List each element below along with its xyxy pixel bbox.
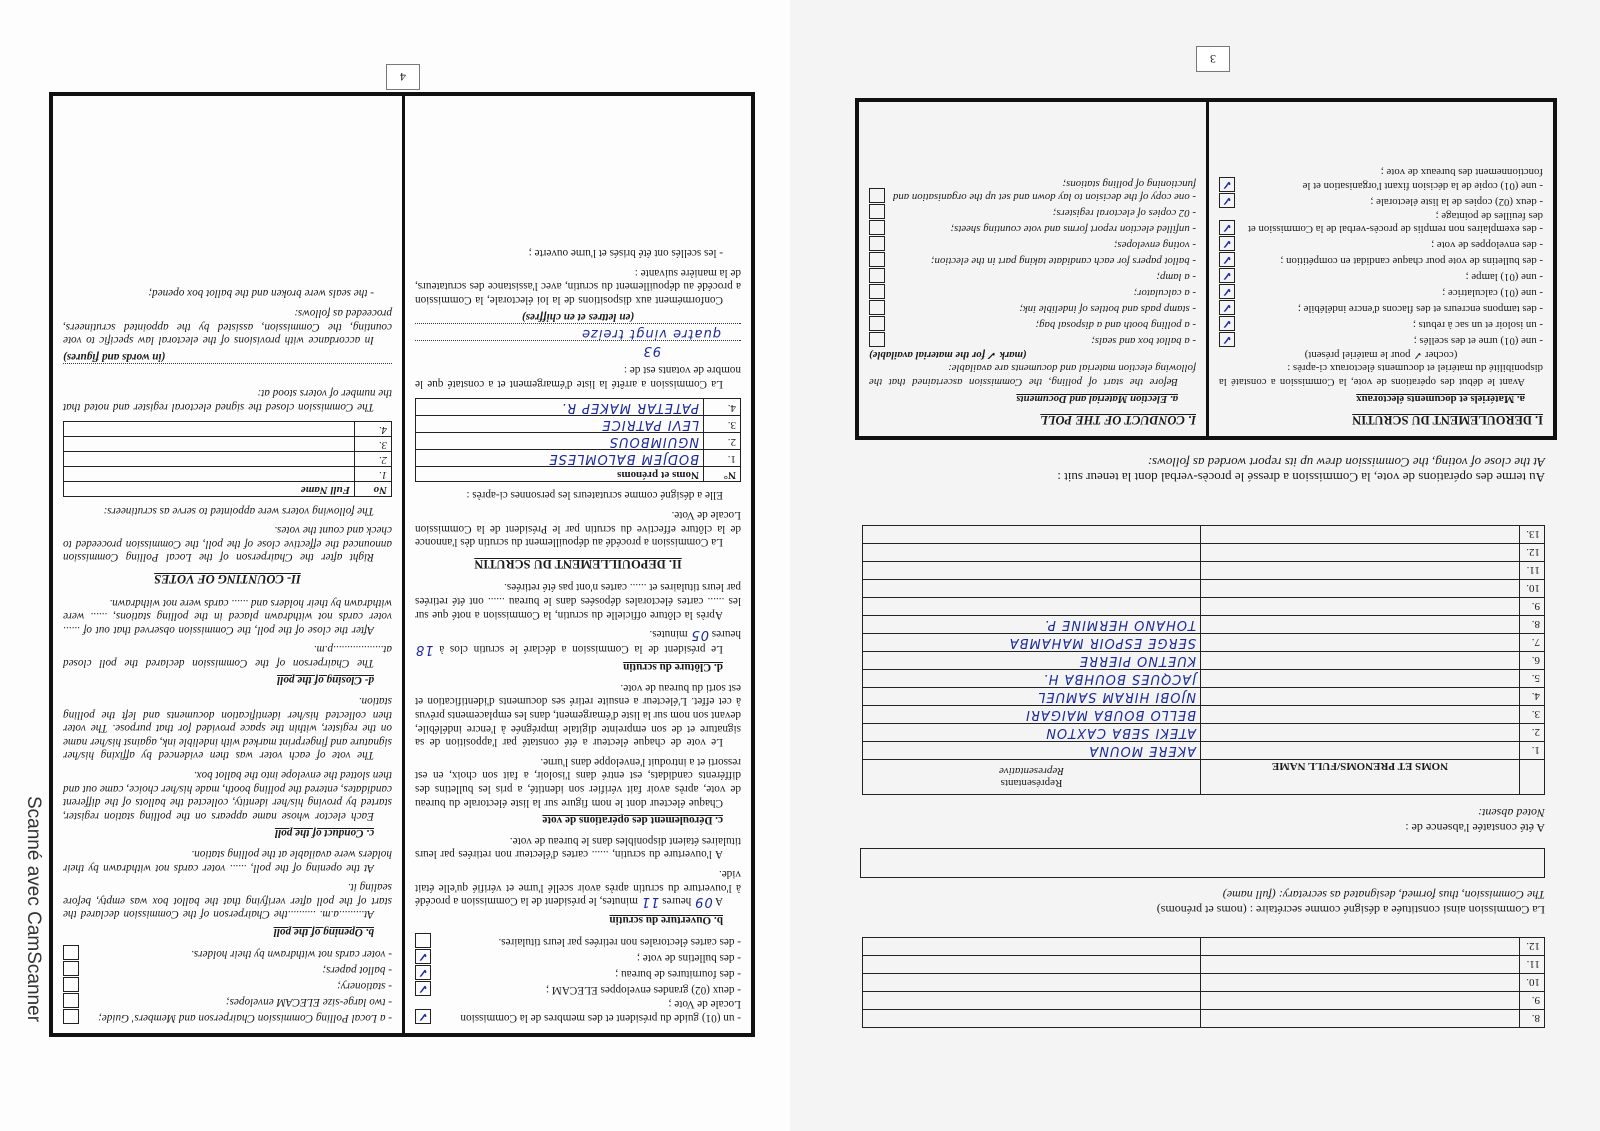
text: minutes. — [649, 628, 691, 641]
table-row — [863, 938, 1545, 956]
head-en: Representative — [999, 765, 1064, 777]
representative-name: TOHANO HERMINE P. — [863, 616, 1201, 634]
report-en: At the close of voting, the Commission drew up its report worded as follows: — [1147, 455, 1545, 470]
checklist-item — [1219, 193, 1543, 208]
checklist-item — [63, 961, 392, 976]
name-cell — [1201, 562, 1520, 580]
checkbox[interactable] — [869, 284, 885, 299]
subsection-title: a. Matériels et documents électoraux — [1356, 392, 1525, 405]
name-cell — [1201, 652, 1520, 670]
checkbox[interactable]: ✓ — [415, 1009, 431, 1024]
checklist-item — [1219, 300, 1543, 315]
page-number: 3 — [1196, 46, 1230, 72]
checklist-label: - stamp pads and bottles of indelible ink; — [1019, 302, 1196, 315]
paragraph: At.........a.m. ..........the Chairperson of the Commission declared the start of the poll after verifying that the ballot box was empty, before sealing it. — [63, 881, 392, 921]
representative-cell — [863, 956, 1201, 974]
secretary-label — [865, 887, 1545, 917]
checklist-item — [415, 949, 741, 964]
row-number: 4. — [355, 421, 392, 436]
checklist-label: - deux (02) grandes enveloppes ELECAM ; — [545, 983, 741, 996]
checkbox[interactable]: ✓ — [1219, 332, 1235, 347]
representative-name: ATEKI SEBA CAXTON — [863, 724, 1201, 742]
col-head: No — [355, 481, 392, 496]
checklist-label: - des tampons encreurs et des flacons d'encre indélébile ; — [1297, 302, 1543, 315]
row-number: 12. — [1520, 938, 1545, 956]
row-number: 4. — [704, 398, 741, 415]
table-row — [863, 1010, 1545, 1028]
checklist-item — [869, 284, 1196, 299]
checklist-label: - a ballot box and seals; — [1091, 334, 1196, 347]
scrutineer-name — [64, 451, 355, 466]
checklist-item — [869, 177, 1196, 203]
checklist-label: - deux (02) copies de la liste électorale ; — [1370, 195, 1543, 208]
checklist-label: - voter cards not withdrawn by their holders. — [191, 948, 392, 960]
representative-name — [863, 562, 1201, 580]
paragraph: The Chairperson of the Commission declared the poll closed at..................p.m. — [63, 643, 392, 669]
checklist — [415, 933, 741, 1024]
paragraph: Each elector whose name appears on the polling station register, started by proving his/her identity, collected the ballots of the different candidates, entered the polling booth, made his/her choice, came out and then slotted the envelope into the ballot box. — [63, 769, 392, 822]
table-row — [863, 688, 1545, 706]
checkbox[interactable] — [869, 268, 885, 283]
checkbox[interactable]: ✓ — [1219, 268, 1235, 283]
checkbox[interactable] — [869, 188, 885, 203]
name-cell — [1201, 706, 1520, 724]
table-row — [863, 742, 1545, 760]
row-number: 9. — [1520, 992, 1545, 1010]
scrutineer-name — [64, 436, 355, 451]
name-cell — [1201, 938, 1520, 956]
checklist-item — [1219, 252, 1543, 267]
checkbox[interactable]: ✓ — [1219, 177, 1235, 192]
name-cell — [1201, 580, 1520, 598]
checkbox[interactable]: ✓ — [1219, 220, 1235, 235]
table-row — [863, 634, 1545, 652]
checklist-label: - des bulletins de vote ; — [636, 951, 741, 964]
row-number: 11. — [1520, 562, 1545, 580]
checklist-item — [415, 965, 741, 980]
row-number: 12. — [1520, 544, 1545, 562]
opening-minutes: 11 — [640, 894, 660, 910]
checklist-label: - stationery; — [337, 980, 392, 992]
row-number: 2. — [355, 451, 392, 466]
checkbox[interactable] — [869, 316, 885, 331]
text: heures — [709, 628, 741, 641]
paragraph: Right after the Chairperson of the Local Polling Commission announced the effective close of the poll, the Commission proceeded to check and count the votes. — [63, 524, 392, 564]
closing-hour: 18 — [415, 641, 434, 657]
paragraph: Conformément aux dispositions de la loi électorale, la Commission a procédé au dépouillement du scrutin, avec l'assistance des scrutateurs, de la manière suivante : — [415, 266, 741, 306]
name-cell — [1201, 992, 1520, 1010]
scrutineer-name: BODJEM BALOMLESE — [416, 449, 704, 466]
checklist-item — [869, 220, 1196, 235]
dotted-line — [63, 363, 392, 380]
absent-table — [862, 525, 1545, 795]
text: A — [712, 895, 723, 908]
section-b-title: b. Ouverture du scrutin — [609, 913, 723, 926]
checkbox[interactable]: ✓ — [1219, 236, 1235, 251]
representative-cell — [863, 938, 1201, 956]
checklist-label: - une (01) calculatrice ; — [1442, 286, 1543, 299]
table-row — [863, 652, 1545, 670]
name-cell — [1201, 742, 1520, 760]
table-row — [863, 598, 1545, 616]
paragraph: In accordance with provisions of the electoral law specific to vote counting, the Commission, assisted by the appointed scrutineers, proceeded as follows: — [63, 307, 392, 347]
scrutineer-name — [64, 466, 355, 481]
checkbox[interactable]: ✓ — [415, 965, 431, 980]
representative-cell — [863, 1010, 1201, 1028]
table-row — [863, 706, 1545, 724]
section-ii-title: II. DEPOUILLEMENT DU SCRUTIN — [474, 556, 682, 571]
section-c-title: c. Conduct of the poll — [274, 827, 374, 840]
paragraph: Avant le début des opérations de vote, la Commission a constaté la disponibilité du matériel et documents électoraux ci-après : — [1219, 362, 1543, 388]
representative-name: JACQUES BOUHBA H. — [863, 670, 1201, 688]
report-fr: Au terme des opérations de vote, la Commission a dressé le procès-verbal dont la teneur suit : — [1057, 470, 1545, 485]
row-number: 11. — [1520, 956, 1545, 974]
paragraph: Le vote de chaque électeur a été constaté par l'apposition de sa signature et de son empreinte digitale imprégnée à l'encre indélébile, devant son nom sur la liste d'émargement, dans les emplacements prévus à cet effet. L'électeur a ensuite retiré ses documents d'identification et est sorti du bureau de vote. — [415, 681, 741, 749]
row-number: 6. — [1520, 652, 1545, 670]
checklist-label: - voting envelopes; — [1113, 238, 1196, 251]
table-row — [416, 449, 741, 466]
col-head: Noms et prénoms — [416, 466, 704, 481]
checklist-item — [63, 945, 392, 960]
row-number: 1. — [1520, 742, 1545, 760]
table-row — [863, 992, 1545, 1010]
french-column — [1206, 102, 1553, 436]
row-number: 10. — [1520, 580, 1545, 598]
section-title: I. DEROULEMENT DU SCRUTIN — [1352, 413, 1543, 427]
voters-figures: 93 — [642, 342, 661, 358]
checklist-label: - a lamp; — [1156, 270, 1196, 283]
table-row — [863, 544, 1545, 562]
row-number: 3. — [355, 436, 392, 451]
paragraph: The vote of each voter was then evidenced by affixing his/her signature and fingerprint marked with indelible ink, against his/her name on the register, within the space provided for that purpose. The voter then collected his/her identification documents and left the polling station. — [63, 695, 392, 762]
paragraph: At the opening of the poll, ...... voter cards not withdrawn by their holders were available at the polling station. — [63, 848, 392, 874]
checkbox[interactable] — [869, 300, 885, 315]
paragraph: - les scellés ont été brisés et l'urne ouverte ; — [528, 247, 723, 260]
checklist-item — [869, 204, 1196, 219]
checklist-label: - un (01) guide du président et des membres de la Commission Locale de Vote ; — [460, 998, 741, 1024]
checkbox[interactable]: ✓ — [1219, 316, 1235, 331]
text: Le président de la Commission a déclaré le scrutin clos à — [433, 642, 723, 655]
checklist-label: - une (01) urne et des scellés ; — [1413, 334, 1543, 347]
checklist-item — [1219, 284, 1543, 299]
table-row — [64, 451, 392, 466]
watermark-text: Scanné avec CamScanner — [23, 796, 44, 1023]
row-number: 10. — [1520, 974, 1545, 992]
checklist-label: - a polling booth and a disposal bag; — [1035, 318, 1196, 331]
table-row — [863, 670, 1545, 688]
secretary-en: The Commission, thus formed, designated as secretary: (full name) — [1222, 888, 1545, 902]
paragraph: La Commission a procédé au dépouillement du scrutin dès l'annonce de la clôture effective du scrutin par le Président de la Commission Locale de Vote. — [415, 508, 741, 549]
checklist-item — [869, 236, 1196, 251]
checkbox[interactable] — [63, 961, 79, 976]
row-number: 2. — [1520, 724, 1545, 742]
checklist-label: - des bulletins de vote pour chaque candidat en compétition ; — [1280, 254, 1543, 267]
checklist-item — [1219, 316, 1543, 331]
closing-minutes: 05 — [690, 627, 709, 643]
name-cell — [1201, 598, 1520, 616]
name-cell — [1201, 526, 1520, 544]
checkbox[interactable]: ✓ — [1219, 284, 1235, 299]
paragraph: The Commission closed the signed electoral register and noted that the number of voters stood at: — [63, 387, 392, 413]
section-b-title: b. Opening of the poll — [273, 926, 374, 938]
table-row — [64, 466, 392, 481]
checklist-item — [869, 300, 1196, 315]
representative-cell — [863, 974, 1201, 992]
hint: (en lettres et en chiffres) — [521, 310, 635, 323]
paragraph: La Commission a arrêté la liste d'émargement et a constaté que le nombre de votants est de : — [415, 364, 741, 390]
table-row — [863, 562, 1545, 580]
table-row — [863, 580, 1545, 598]
members-table-continued — [862, 937, 1545, 1028]
secretary-field — [860, 848, 1545, 878]
name-cell — [1201, 616, 1520, 634]
report-intro — [865, 455, 1545, 485]
scrutineer-name — [64, 421, 355, 436]
paragraph: After the close of the poll, the Commission observed that out of ...... voter cards not withdrawn placed in the polling stations, ...... were withdrawn by their holders and ...... cards were not withdrawn. — [63, 596, 392, 636]
name-cell — [1201, 544, 1520, 562]
paragraph: - the seals were broken and the ballot box opened; — [148, 287, 374, 300]
checkbox[interactable] — [415, 933, 431, 948]
representative-name — [863, 580, 1201, 598]
col-head-representative — [863, 760, 1201, 795]
checkbox[interactable]: ✓ — [415, 949, 431, 964]
hint: (cocher ✓ pour le matériel présent) — [1304, 349, 1458, 362]
representative-name — [863, 526, 1201, 544]
table-row — [863, 616, 1545, 634]
representative-name: KUETNO PIERRE — [863, 652, 1201, 670]
paragraph: The following voters were appointed to serve as scrutineers: — [103, 504, 374, 517]
text: minutes, le président de la Commission a procédé à l'ouverture du scrutin après avoir scellé l'urne et vérifié qu'elle était vide. — [415, 868, 741, 908]
checklist-label: - des enveloppes de vote ; — [1431, 238, 1543, 251]
section-c-title: c. Déroulement des opérations de vote — [542, 814, 723, 827]
absent-label — [865, 805, 1545, 835]
checklist — [63, 945, 392, 1024]
opening-hour: 09 — [694, 894, 713, 910]
scrutineer-name: PATETAR MAKEP R. — [416, 398, 704, 415]
row-number: 2. — [704, 432, 741, 449]
representative-name: NJOBI HIRAM SAMUEL — [863, 688, 1201, 706]
scrutineer-name: LEVI PATRICE — [416, 415, 704, 432]
hint: (mark ✓ for the material available) — [869, 349, 1027, 362]
paragraph: Après la clôture officielle du scrutin, la Commission a noté que sur les ...... cartes électorales déposées dans le bureau ...... ont été retirées par leurs titulaires et ...... cartes n'ont pas été retirées. — [415, 581, 741, 621]
checkbox[interactable]: ✓ — [1219, 252, 1235, 267]
checklist-item — [869, 268, 1196, 283]
name-cell — [1201, 724, 1520, 742]
checklist-item — [1219, 236, 1543, 251]
checklist-label: - un isoloir et un sac à rebuts ; — [1412, 318, 1543, 331]
col-head-name: NOMS ET PRENOMS/FULL NAME — [1201, 760, 1520, 795]
row-number: 3. — [1520, 706, 1545, 724]
section-d-title: d- Closing of the poll — [277, 674, 374, 687]
french-column — [402, 96, 751, 1033]
table-row — [863, 974, 1545, 992]
name-cell — [1201, 670, 1520, 688]
checklist-item — [63, 1009, 392, 1024]
name-cell — [1201, 1010, 1520, 1028]
opening-paragraph — [415, 866, 741, 908]
col-head: Full Name — [64, 481, 355, 496]
checklist-label: - des fournitures de bureau ; — [615, 967, 741, 980]
checklist-item — [1219, 209, 1543, 235]
row-number: 7. — [1520, 634, 1545, 652]
row-number: 8. — [1520, 1010, 1545, 1028]
checkbox[interactable] — [869, 252, 885, 267]
row-number: 13. — [1520, 526, 1545, 544]
table-row — [64, 421, 392, 436]
representative-cell — [863, 992, 1201, 1010]
table-row — [416, 398, 741, 415]
english-column — [53, 96, 402, 1033]
paragraph: Elle a désigné comme scrutateurs les personnes ci-après : — [466, 489, 723, 502]
checkbox[interactable]: ✓ — [415, 981, 431, 996]
section-title: I. CONDUCT OF THE POLL — [1040, 413, 1196, 427]
row-number: 1. — [704, 449, 741, 466]
table-row — [863, 526, 1545, 544]
checkbox[interactable]: ✓ — [1219, 300, 1235, 315]
secretary-fr: La Commission ainsi constituée a désigné comme secrétaire : (noms et prénoms) — [1156, 903, 1545, 917]
paragraph: Before the start of polling, the Commission ascertained that the following election material and documents are available: — [869, 362, 1196, 388]
checklist-item — [869, 316, 1196, 331]
checkbox[interactable] — [869, 332, 885, 347]
voters-words-line — [415, 323, 741, 340]
checklist-label: - one copy of the decision to lay down and set up the organisation and functioning of polling stations; — [892, 177, 1196, 203]
checkbox[interactable] — [63, 993, 79, 1008]
paragraph: Chaque électeur dont le nom figure sur la liste électorale du bureau de vote, après avoir fait vérifier son identité, a pris les bulletins des différents candidats, est entré dans l'isoloir, a fait son choix, en est ressorti et a introduit l'enveloppe dans l'urne. — [415, 755, 741, 809]
representative-name — [863, 598, 1201, 616]
checkbox[interactable] — [63, 1009, 79, 1024]
representative-name — [863, 544, 1201, 562]
row-number: 3. — [704, 415, 741, 432]
subsection-title: a. Election Material and Documents — [1016, 392, 1178, 405]
row-number: 1. — [355, 466, 392, 481]
absent-en: Noted absent: — [1478, 806, 1545, 820]
checkbox[interactable] — [869, 220, 885, 235]
row-number: 4. — [1520, 688, 1545, 706]
hint: (in words and figures) — [63, 350, 166, 363]
row-number: 5. — [1520, 670, 1545, 688]
scrutineers-table-fr — [415, 398, 741, 482]
right-page — [855, 40, 1560, 1035]
checklist-item — [415, 981, 741, 996]
camscanner-watermark — [8, 796, 44, 1090]
representative-name: AKERE MOUNA — [863, 742, 1201, 760]
checklist — [1219, 165, 1543, 347]
english-column — [859, 102, 1206, 436]
name-cell — [1201, 634, 1520, 652]
checklist-label: - ballot papers; — [322, 964, 392, 976]
checklist-label: - a Local Polling Commission Chairperson and Members' Guide; — [98, 1012, 392, 1024]
checklist-label: - des exemplaires non remplis de procès-verbal de la Commission et des feuilles de pointage ; — [1247, 209, 1543, 235]
closing-paragraph — [415, 627, 741, 656]
checklist-item — [1219, 165, 1543, 191]
checkbox[interactable] — [63, 945, 79, 960]
absent-fr: A été constatée l'absence de : — [1405, 821, 1545, 835]
checklist-label: - two large-size ELECAM envelopes; — [225, 996, 392, 1008]
table-row — [416, 432, 741, 449]
voters-figures-line — [415, 340, 741, 357]
name-cell — [1201, 974, 1520, 992]
table-row — [416, 415, 741, 432]
checklist-item — [1219, 268, 1543, 283]
section-ii-title: II- COUNTING OF VOTES — [154, 571, 301, 586]
checklist — [869, 177, 1196, 347]
checkbox[interactable] — [63, 977, 79, 992]
col-head — [1520, 760, 1545, 795]
checklist-label: - 02 copies of electoral registers; — [1052, 206, 1196, 219]
scrutineers-table-en — [63, 421, 392, 497]
representative-name: BELLO BOUBA MAIGARI — [863, 706, 1201, 724]
checklist-label: - une (01) lampe ; — [1465, 270, 1543, 283]
checklist-item — [415, 933, 741, 948]
representative-name: SERGE ESPOIR MAHAMBA — [863, 634, 1201, 652]
section-d-title: d. Clôture du scrutin — [623, 661, 723, 674]
table-row — [64, 436, 392, 451]
checkbox[interactable] — [869, 204, 885, 219]
checklist-item — [63, 977, 392, 992]
paragraph: A l'ouverture du scrutin, ...... cartes d'électeur non retirées par leurs titulaires étaient disponibles dans le bureau de vote. — [415, 834, 741, 861]
checklist-label: - une (01) copie de la décision fixant l'organisation et le fonctionnement des bureaux de vote ; — [1302, 166, 1543, 192]
scrutineer-name: NGUIMBOUS — [416, 432, 704, 449]
checklist-label: - a calculator; — [1133, 286, 1196, 299]
checklist-label: - des cartes électorales non retirées par leurs titulaires. — [498, 935, 741, 948]
conduct-box — [855, 98, 1557, 440]
checklist-item — [869, 252, 1196, 267]
name-cell — [1201, 688, 1520, 706]
voters-words: quatre vingt treize — [581, 325, 721, 341]
head-fr: Représentants — [1000, 777, 1063, 789]
left-page — [45, 60, 757, 1040]
table-row — [863, 956, 1545, 974]
col-head: N° — [704, 466, 741, 481]
row-number: 9. — [1520, 598, 1545, 616]
checklist-label: - ballot papers for each candidate taking part in the election; — [930, 254, 1196, 267]
page-number: 4 — [386, 64, 420, 90]
checklist-item — [869, 332, 1196, 347]
checkbox[interactable] — [869, 236, 885, 251]
checklist-item — [63, 993, 392, 1008]
checklist-label: - unfilled election report forms and vote counting sheets; — [950, 222, 1196, 235]
text: heures — [659, 895, 695, 908]
table-row — [863, 724, 1545, 742]
name-cell — [1201, 956, 1520, 974]
row-number: 8. — [1520, 616, 1545, 634]
checklist-item — [415, 997, 741, 1024]
checkbox[interactable]: ✓ — [1219, 193, 1235, 208]
checklist-item — [1219, 332, 1543, 347]
left-page-frame — [49, 92, 755, 1037]
